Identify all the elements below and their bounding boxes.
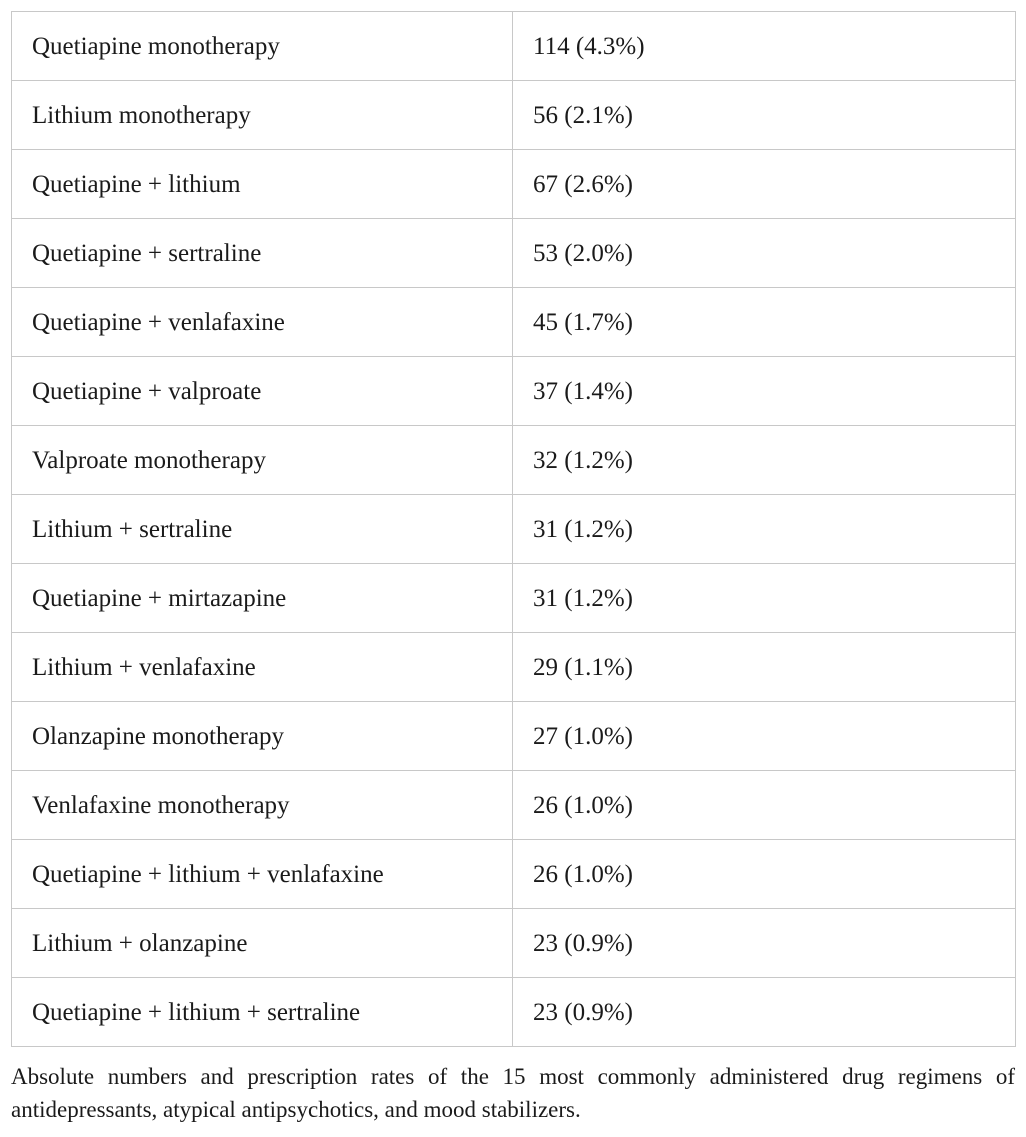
count-cell: 26 (1.0%) (513, 771, 1016, 840)
regimen-cell: Quetiapine + sertraline (12, 219, 513, 288)
count-cell: 37 (1.4%) (513, 357, 1016, 426)
table-row (12, 909, 1016, 978)
regimen-cell: Lithium + venlafaxine (12, 633, 513, 702)
table-row (12, 150, 1016, 219)
regimen-cell: Quetiapine monotherapy (12, 12, 513, 81)
table-row (12, 702, 1016, 771)
count-cell: 26 (1.0%) (513, 840, 1016, 909)
table-row (12, 564, 1016, 633)
table-row (12, 357, 1016, 426)
count-cell: 32 (1.2%) (513, 426, 1016, 495)
count-cell: 31 (1.2%) (513, 495, 1016, 564)
table-row (12, 771, 1016, 840)
regimen-cell: Venlafaxine monotherapy (12, 771, 513, 840)
regimen-cell: Quetiapine + valproate (12, 357, 513, 426)
table-row (12, 495, 1016, 564)
regimen-cell: Quetiapine + mirtazapine (12, 564, 513, 633)
regimen-cell: Quetiapine + lithium + venlafaxine (12, 840, 513, 909)
table-row (12, 288, 1016, 357)
table-footnote: Absolute numbers and prescription rates of the 15 most commonly administered drug regimens of antidepressants, atypical antipsychotics, and mood stabilizers. (11, 1064, 1015, 1122)
regimen-cell: Lithium + olanzapine (12, 909, 513, 978)
regimen-cell: Quetiapine + lithium (12, 150, 513, 219)
regimen-cell: Valproate monotherapy (12, 426, 513, 495)
count-cell: 27 (1.0%) (513, 702, 1016, 771)
table-row (12, 426, 1016, 495)
count-cell: 67 (2.6%) (513, 150, 1016, 219)
count-cell: 53 (2.0%) (513, 219, 1016, 288)
table-row (12, 81, 1016, 150)
regimen-cell: Lithium + sertraline (12, 495, 513, 564)
table-row (12, 978, 1016, 1047)
regimen-cell: Olanzapine monotherapy (12, 702, 513, 771)
regimen-table-container (11, 11, 1015, 1047)
table-row (12, 12, 1016, 81)
count-cell: 56 (2.1%) (513, 81, 1016, 150)
count-cell: 45 (1.7%) (513, 288, 1016, 357)
count-cell: 114 (4.3%) (513, 12, 1016, 81)
count-cell: 23 (0.9%) (513, 909, 1016, 978)
table-row (12, 633, 1016, 702)
regimen-cell: Lithium monotherapy (12, 81, 513, 150)
regimen-table (11, 11, 1016, 1047)
table-row (12, 840, 1016, 909)
regimen-cell: Quetiapine + lithium + sertraline (12, 978, 513, 1047)
count-cell: 29 (1.1%) (513, 633, 1016, 702)
count-cell: 23 (0.9%) (513, 978, 1016, 1047)
count-cell: 31 (1.2%) (513, 564, 1016, 633)
table-row (12, 219, 1016, 288)
regimen-cell: Quetiapine + venlafaxine (12, 288, 513, 357)
